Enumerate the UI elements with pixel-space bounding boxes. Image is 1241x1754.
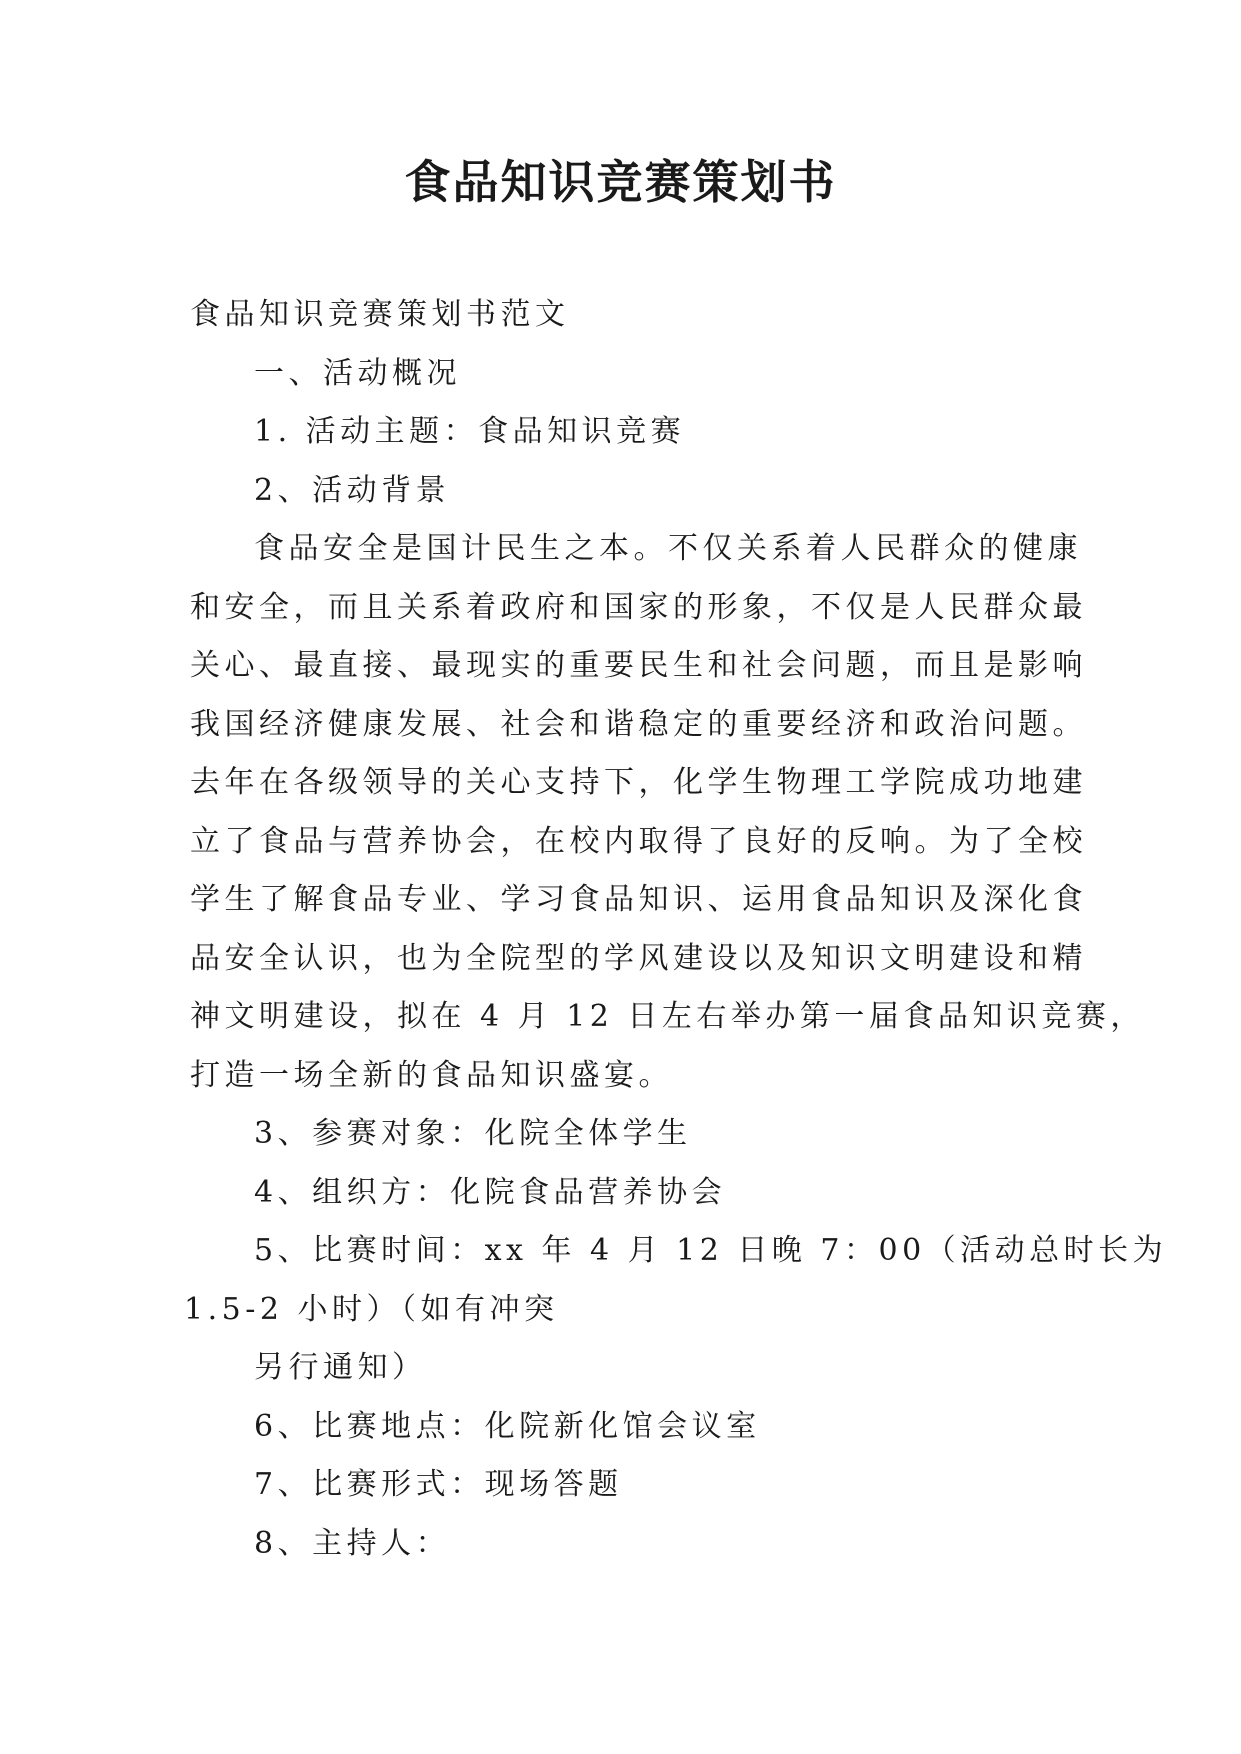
subtitle-line: 食品知识竞赛策划书范文 xyxy=(190,297,570,332)
list-item-background: 2、活动背景 xyxy=(254,472,451,508)
paragraph-line: 去年在各级领导的关心支持下，化学生物理工学院成功地建 xyxy=(190,765,1087,800)
paragraph-line: 关心、最直接、最现实的重要民生和社会问题，而且是影响 xyxy=(190,648,1087,683)
list-item-theme: 1. 活动主题：食品知识竞赛 xyxy=(254,414,686,449)
paragraph-line: 学生了解食品专业、学习食品知识、运用食品知识及深化食 xyxy=(190,882,1087,917)
paragraph-line: 我国经济健康发展、社会和谐稳定的重要经济和政治问题。 xyxy=(190,706,1087,742)
list-item-participants: 3、参赛对象：化院全体学生 xyxy=(254,1116,692,1151)
list-item-time: 5、比赛时间：xx 年 4 月 12 日晚 7：00（活动总时长为 xyxy=(254,1233,1168,1268)
paragraph-line: 立了食品与营养协会，在校内取得了良好的反响。为了全校 xyxy=(190,823,1087,859)
paragraph-line: 食品安全是国计民生之本。不仅关系着人民群众的健康 xyxy=(254,531,1082,566)
list-item-format: 7、比赛形式：现场答题 xyxy=(254,1467,623,1502)
paragraph-line: 品安全认识，也为全院型的学风建设以及知识文明建设和精 xyxy=(190,940,1087,976)
list-item-host: 8、主持人： xyxy=(254,1525,451,1561)
document-body xyxy=(184,286,1168,1573)
document-title: 食品知识竞赛策划书 xyxy=(404,155,837,209)
section-heading: 一、活动概况 xyxy=(254,355,461,391)
paragraph-line: 神文明建设，拟在 4 月 12 日左右举办第一届食品知识竞赛， xyxy=(190,999,1145,1034)
list-item-time-continued: 1.5-2 小时）（如有冲突 xyxy=(184,1291,559,1327)
paragraph-line: 打造一场全新的食品知识盛宴。 xyxy=(190,1057,673,1093)
list-item-time-note: 另行通知） xyxy=(254,1350,427,1385)
paragraph-line: 和安全，而且关系着政府和国家的形象，不仅是人民群众最 xyxy=(190,589,1087,625)
list-item-venue: 6、比赛地点：化院新化馆会议室 xyxy=(254,1408,761,1444)
list-item-organizer: 4、组织方：化院食品营养协会 xyxy=(254,1174,727,1210)
